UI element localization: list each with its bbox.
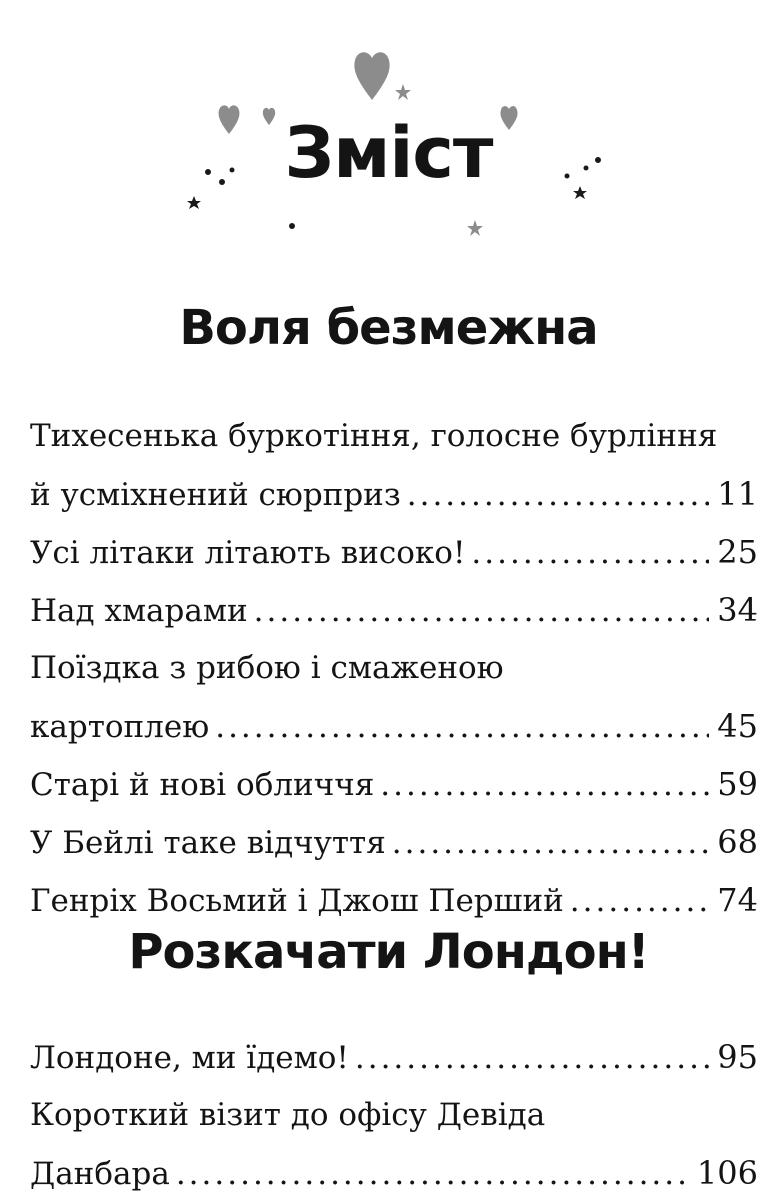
toc-entry[interactable] [30, 1028, 758, 1086]
entry-text: Данбара [30, 1156, 170, 1192]
dot-leader [392, 814, 710, 872]
entry-text: Генріх Восьмий і Джош Перший [30, 883, 564, 919]
dot-leader [215, 698, 709, 756]
dot-leader [380, 756, 709, 814]
page-number: 59 [717, 765, 758, 803]
dot-leader [254, 582, 710, 640]
toc-entry[interactable] [30, 1086, 758, 1202]
dot-leader [471, 524, 709, 582]
page-number: 95 [717, 1038, 758, 1076]
page-number: 25 [717, 533, 758, 571]
dot-leader [176, 1145, 689, 1203]
toc-entry[interactable] [30, 871, 758, 929]
section-title: Воля безмежна [179, 300, 598, 356]
entry-text: Старі й нові обличчя [30, 767, 375, 803]
dot-icon [289, 223, 295, 229]
toc-entry[interactable] [30, 407, 758, 523]
entry-text: Лондоне, ми їдемо! [30, 1040, 349, 1076]
toc-entry[interactable] [30, 755, 758, 813]
star-icon [467, 220, 483, 236]
section-title: Розкачати Лондон! [128, 924, 649, 980]
entry-text: Поїздка з рибою і смаженою [30, 650, 504, 686]
page-number: 11 [717, 475, 758, 513]
toc-entry[interactable] [30, 639, 758, 755]
dot-leader [570, 872, 709, 930]
page-number: 68 [717, 823, 758, 861]
entry-text: картоплею [30, 709, 210, 745]
toc-entry[interactable] [30, 523, 758, 581]
entry-text: Тихесенька буркотіння, голосне бурління [30, 418, 718, 454]
dot-leader [407, 466, 710, 524]
star-icon [395, 84, 411, 100]
toc-list [30, 1028, 758, 1202]
page-number: 74 [717, 881, 758, 919]
page-number: 45 [717, 707, 758, 745]
star-icon [187, 196, 201, 209]
entry-text: Усі літаки літають високо! [30, 535, 466, 571]
page-number: 34 [717, 591, 758, 629]
entry-text: й усміхнений сюрприз [30, 477, 401, 513]
page-number: 106 [696, 1154, 758, 1192]
toc-entry[interactable] [30, 813, 758, 871]
toc-entry[interactable] [30, 581, 758, 639]
heart-icon [354, 52, 389, 100]
entry-text: Над хмарами [30, 593, 248, 629]
entry-text: Короткий візит до офісу Девіда [30, 1097, 546, 1133]
entry-text: У Бейлі таке відчуття [30, 825, 386, 861]
toc-list [30, 407, 758, 929]
dot-leader [355, 1029, 709, 1087]
page-title: Зміст [284, 112, 493, 194]
